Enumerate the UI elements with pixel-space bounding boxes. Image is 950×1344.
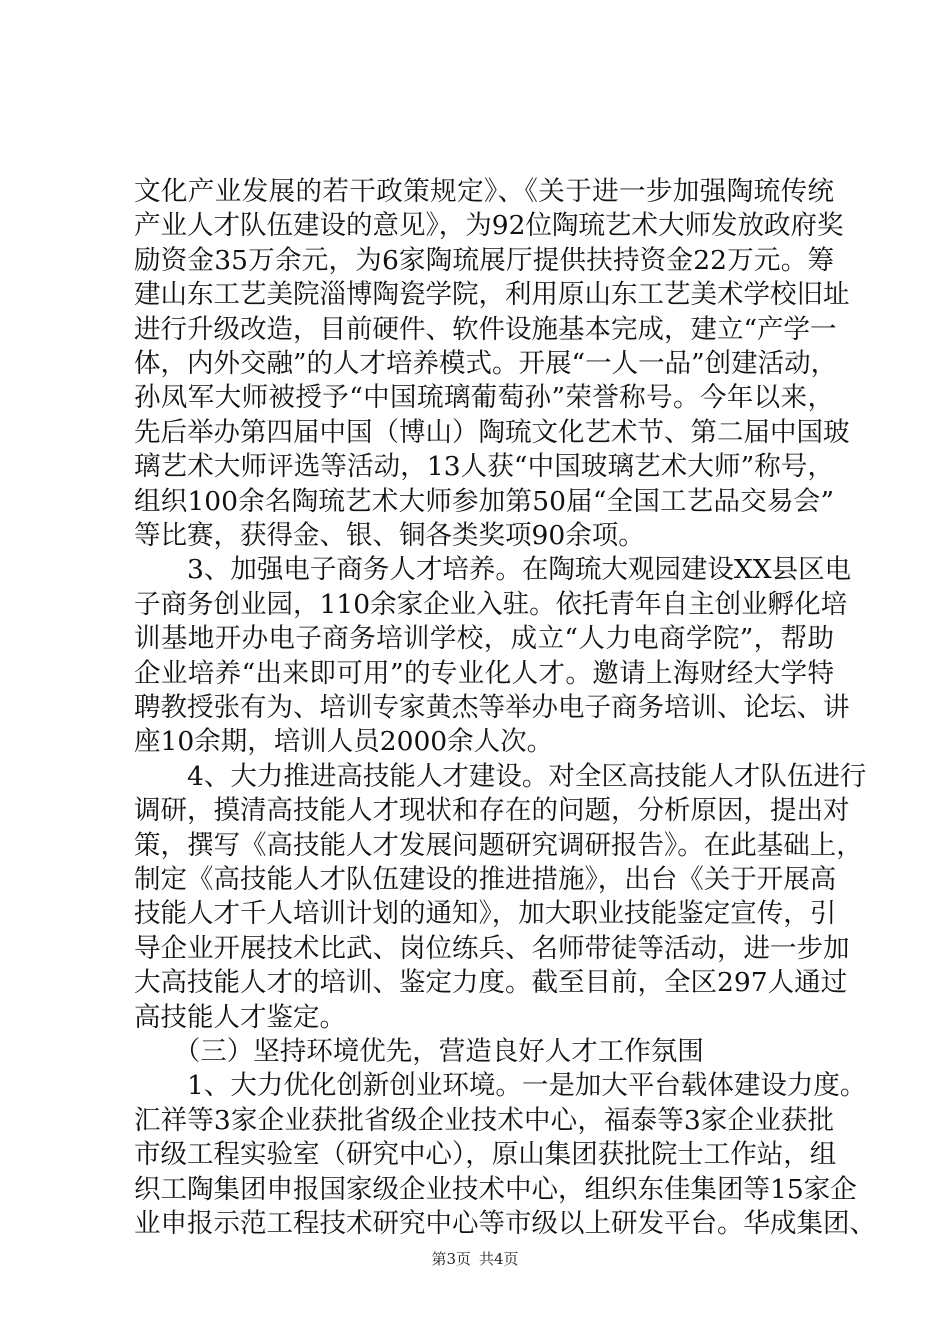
text-line: 织工陶集团申报国家级企业技术中心，组织东佳集团等15家企	[134, 1174, 857, 1205]
text-line: 励资金35万余元，为6家陶琉展厅提供扶持资金22万元。筹	[134, 245, 834, 276]
section-heading: （三）坚持环境优先，营造良好人才工作氛围	[134, 1036, 704, 1067]
text-line: 导企业开展技术比武、岗位练兵、名师带徒等活动，进一步加	[134, 933, 850, 964]
text-line: 4、大力推进高技能人才建设。对全区高技能人才队伍进行	[134, 761, 867, 792]
text-line: 孙凤军大师被授予“中国琉璃葡萄孙”荣誉称号。今年以来，	[134, 382, 834, 413]
text-line: 汇祥等3家企业获批省级企业技术中心，福泰等3家企业获批	[134, 1105, 834, 1136]
text-line: 调研，摸清高技能人才现状和存在的问题，分析原因，提出对	[134, 795, 850, 826]
text-line: 训基地开办电子商务培训学校，成立“人力电商学院”，帮助	[134, 623, 834, 654]
text-line: 1、大力优化创新创业环境。一是加大平台载体建设力度。	[134, 1070, 867, 1101]
text-line: 聘教授张有为、培训专家黄杰等举办电子商务培训、论坛、讲	[134, 692, 850, 723]
text-line: 高技能人才鉴定。	[134, 1002, 346, 1033]
text-line: 文化产业发展的若干政策规定》、《关于进一步加强陶琉传统	[134, 176, 834, 207]
text-line: 座10余期，培训人员2000余人次。	[134, 726, 554, 757]
text-line: 等比赛，获得金、银、铜各类奖项90余项。	[134, 520, 645, 551]
text-line: 组织100余名陶琉艺术大师参加第50届“全国工艺品交易会”	[134, 486, 834, 517]
text-line: 子商务创业园，110余家企业入驻。依托青年自主创业孵化培	[134, 589, 848, 620]
text-line: 市级工程实验室（研究中心），原山集团获批院士工作站，组	[134, 1139, 837, 1170]
text-line: 企业培养“出来即可用”的专业化人才。邀请上海财经大学特	[134, 658, 834, 689]
text-line: 大高技能人才的培训、鉴定力度。截至目前，全区297人通过	[134, 967, 848, 998]
text-line: 技能人才千人培训计划的通知》，加大职业技能鉴定宣传，引	[134, 898, 837, 929]
text-line: 进行升级改造，目前硬件、软件设施基本完成，建立“产学一	[134, 314, 837, 345]
text-line: 产业人才队伍建设的意见》，为92位陶琉艺术大师发放政府奖	[134, 210, 844, 241]
text-line: 策，撰写《高技能人才发展问题研究调研报告》。在此基础上，	[134, 830, 863, 861]
page-number: 第3页	[431, 1250, 471, 1268]
text-line: 建山东工艺美院淄博陶瓷学院，利用原山东工艺美术学校旧址	[134, 279, 850, 310]
text-line: 先后举办第四届中国（博山）陶琉文化艺术节、第二届中国玻	[134, 417, 850, 448]
page-footer	[0, 1249, 950, 1269]
text-line: 3、加强电子商务人才培养。在陶琉大观园建设XX县区电	[134, 554, 852, 585]
text-line: 璃艺术大师评选等活动，13人获“中国玻璃艺术大师”称号，	[134, 451, 834, 482]
text-line: 体，内外交融”的人才培养模式。开展“一人一品”创建活动，	[134, 348, 838, 379]
text-line: 业申报示范工程技术研究中心等市级以上研发平台。华成集团、	[134, 1208, 876, 1239]
page-total: 共4页	[479, 1250, 519, 1268]
text-line: 制定《高技能人才队伍建设的推进措施》，出台《关于开展高	[134, 864, 837, 895]
